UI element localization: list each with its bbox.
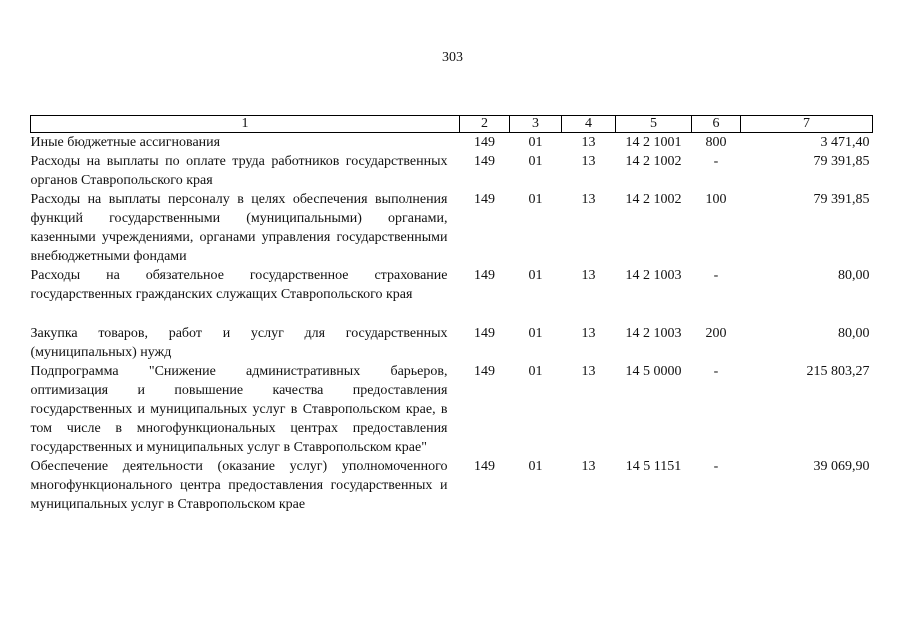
table-row — [31, 457, 873, 514]
expense-name: Закупка товаров, работ и услуг для государственных (муниципальных) нужд — [30, 326, 448, 360]
column-header: 5 — [616, 116, 692, 133]
subsection-code: 13 — [581, 459, 596, 474]
expense-name: Обеспечение деятельности (оказание услуг) уполномоченного многофункционального центра предоставления государственных и муниципальных услуг в Ставропольском крае — [30, 459, 448, 512]
table-row — [31, 190, 873, 266]
amount: 80,00 — [838, 268, 870, 283]
table-row — [31, 133, 873, 153]
ministry-code: 149 — [474, 326, 495, 341]
target-item-code: 14 2 1002 — [625, 154, 682, 169]
ministry-code: 149 — [474, 364, 495, 379]
amount: 3 471,40 — [820, 135, 870, 150]
section-code: 01 — [528, 326, 543, 341]
subsection-code: 13 — [581, 364, 596, 379]
ministry-code: 149 — [474, 192, 495, 207]
column-header: 2 — [460, 116, 510, 133]
target-item-code: 14 2 1002 — [625, 192, 682, 207]
table-row — [31, 362, 873, 457]
amount: 79 391,85 — [813, 192, 870, 207]
target-item-code: 14 5 1151 — [625, 459, 682, 474]
column-header: 4 — [562, 116, 616, 133]
table-row — [31, 152, 873, 190]
ministry-code: 149 — [474, 154, 495, 169]
subsection-code: 13 — [581, 154, 596, 169]
column-header: 6 — [692, 116, 741, 133]
table-header-row — [31, 116, 873, 133]
expense-name: Расходы на выплаты персоналу в целях обеспечения выполнения функций государственными (муниципальными) органами, казенными учреждениями, органами управления государственными внебюджетными фондами — [30, 192, 448, 264]
expense-name: Расходы на выплаты по оплате труда работников государственных органов Ставропольского края — [30, 154, 448, 188]
amount: 80,00 — [838, 326, 870, 341]
subsection-code: 13 — [581, 192, 596, 207]
expense-name: Иные бюджетные ассигнования — [30, 135, 221, 150]
amount: 79 391,85 — [813, 154, 870, 169]
target-item-code: 14 5 0000 — [625, 364, 682, 379]
expense-type-code: - — [713, 268, 719, 283]
page-number: 303 — [442, 50, 463, 65]
subsection-code: 13 — [581, 326, 596, 341]
subsection-code: 13 — [581, 268, 596, 283]
target-item-code: 14 2 1003 — [625, 268, 682, 283]
expense-type-code: 800 — [705, 135, 727, 150]
column-header: 3 — [510, 116, 562, 133]
section-code: 01 — [528, 192, 543, 207]
section-code: 01 — [528, 364, 543, 379]
expense-type-code: - — [713, 154, 719, 169]
table-row — [31, 266, 873, 324]
column-header: 7 — [741, 116, 873, 133]
ministry-code: 149 — [474, 135, 495, 150]
column-header: 1 — [31, 116, 460, 133]
section-code: 01 — [528, 268, 543, 283]
expense-type-code: - — [713, 364, 719, 379]
subsection-code: 13 — [581, 135, 596, 150]
budget-table — [30, 115, 873, 514]
ministry-code: 149 — [474, 459, 495, 474]
ministry-code: 149 — [474, 268, 495, 283]
amount: 215 803,27 — [806, 364, 870, 379]
section-code: 01 — [528, 154, 543, 169]
expense-name: Подпрограмма "Снижение административных барьеров, оптимизация и повышение качества предоставления государственных и муниципальных услуг в Ставропольском крае, в том числе в многофункциональных центрах предоставления государственных и муниципальных услуг в Ставропольском крае" — [30, 364, 448, 455]
expense-type-code: 100 — [705, 192, 727, 207]
section-code: 01 — [528, 135, 543, 150]
target-item-code: 14 2 1001 — [625, 135, 682, 150]
target-item-code: 14 2 1003 — [625, 326, 682, 341]
amount: 39 069,90 — [813, 459, 870, 474]
table-row — [31, 324, 873, 362]
expense-type-code: - — [713, 459, 719, 474]
section-code: 01 — [528, 459, 543, 474]
expense-type-code: 200 — [705, 326, 727, 341]
expense-name: Расходы на обязательное государственное страхование государственных гражданских служащих Ставропольского края — [30, 268, 448, 302]
